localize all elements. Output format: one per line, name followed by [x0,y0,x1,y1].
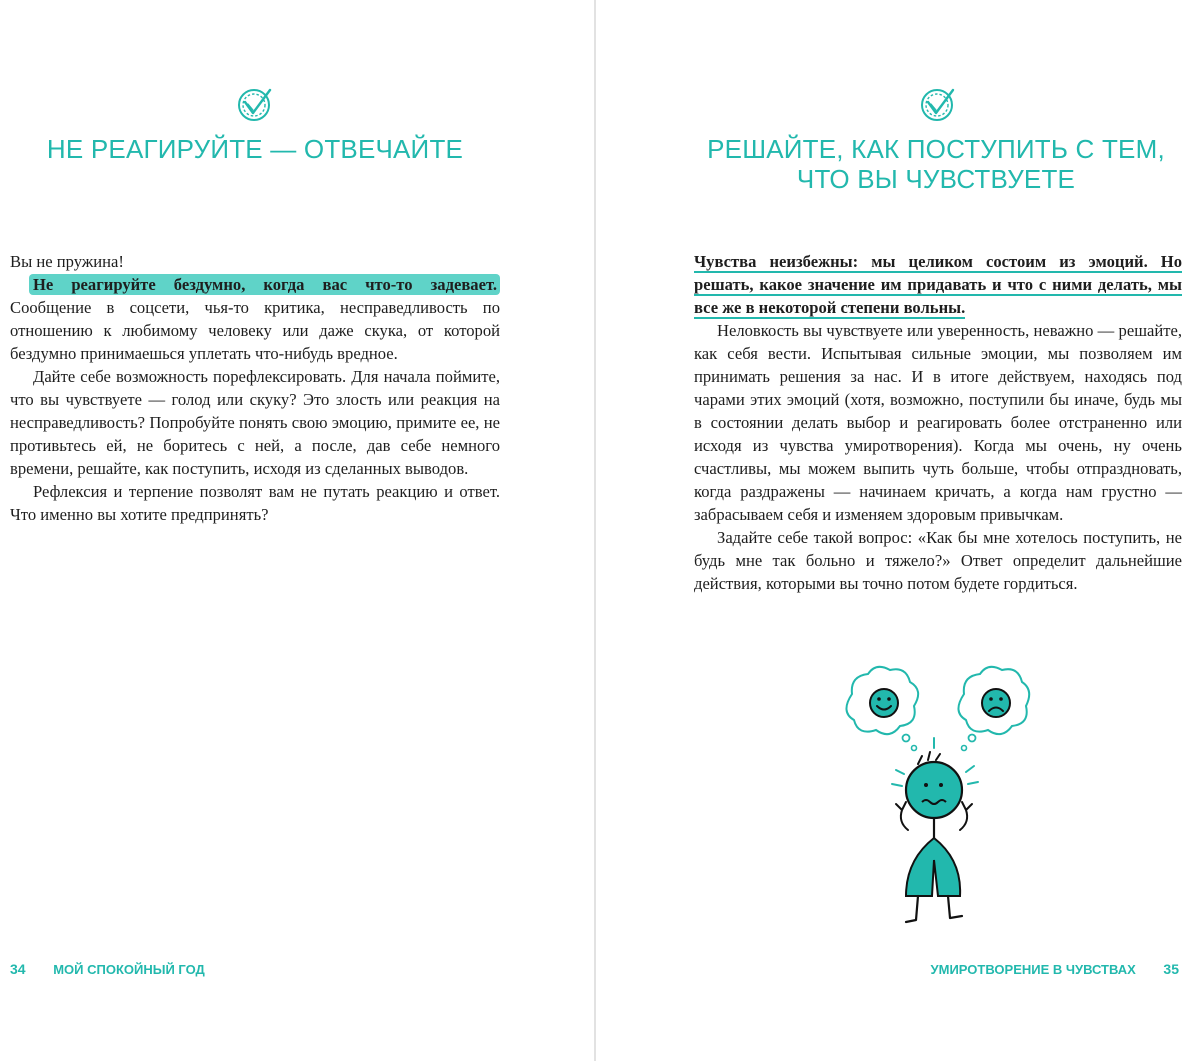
intro-line: Вы не пружина! [10,252,124,271]
underlined-lead: Чувства неизбежны: мы целиком состоим из эмоций. Но решать, какое значение им придавать и что с ними делать, мы все же в некоторой степени вольны. [694,252,1182,317]
page-number: 35 [1163,961,1179,977]
stick-figure-illustration [836,660,1036,930]
stick-figure [896,752,972,922]
running-title: УМИРОТВОРЕНИЕ В ЧУВСТВАХ [930,962,1136,977]
sad-thought-bubble [958,667,1029,751]
left-body-text [10,250,500,526]
paragraph-3: Рефлексия и терпение позволят вам не путать реакцию и ответ. Что именно вы хотите предпринять? [10,482,500,524]
lead-paragraph [694,250,1182,319]
right-page [596,0,1189,1061]
title-line-1: РЕШАЙТЕ, КАК ПОСТУПИТЬ С ТЕМ, [707,134,1165,164]
title-line-2: ЧТО ВЫ ЧУВСТВУЕТЕ [796,164,1076,194]
check-badge-icon [234,84,274,124]
left-page [0,0,594,1061]
page-number: 34 [10,961,26,977]
paragraph-1-rest: Сообщение в соцсети, чья-то критика, несправедливость по отношению к любимому человеку или даже скука, от которой бездумно принимаешься уплетать что-нибудь вредное. [10,298,500,363]
left-footer [10,961,205,977]
right-body-text [694,250,1182,595]
paragraph-1 [10,273,500,365]
highlighted-phrase: Не реагируйте бездумно, когда вас что-то задевает. [29,274,500,295]
check-badge-icon [917,84,957,124]
happy-thought-bubble [846,667,918,751]
paragraph-2: Задайте себе такой вопрос: «Как бы мне хотелось поступить, не будь мне так больно и тяжело?» Ответ определит дальнейшие действия, которыми вы точно потом будете гордиться. [694,528,1182,593]
running-title: МОЙ СПОКОЙНЫЙ ГОД [53,962,205,977]
paragraph-1: Неловкость вы чувствуете или уверенность, неважно — решайте, как себя вести. Испытывая сильные эмоции, мы позволяем им принимать решения за нас. И в итоге действуем, находясь под чарами этих эмоций (хотя, возможно, поступили бы иначе, будь мы в состоянии делать выбор и реагировать более отстраненно или исходя из чувства умиротворения). Когда мы очень, ну очень счастливы, мы можем выпить чуть больше, чтобы отпраздновать, когда раздражены — начинаем кричать, а когда нам грустно — забрасываем себя и изменяем здоровым привычкам. [694,321,1182,524]
page-title [596,134,1189,194]
paragraph-2: Дайте себе возможность порефлексировать. Для начала поймите, что вы чувствуете — голод или скуку? Это злость или реакция на несправедливость? Попробуйте понять свою эмоцию, примите ее, не противьтесь ей, не боритесь с ней, а после, дав себе немного времени, решайте, как поступить, исходя из сделанных выводов. [10,367,500,478]
right-footer [931,961,1179,977]
page-title: НЕ РЕАГИРУЙТЕ — ОТВЕЧАЙТЕ [46,134,464,164]
